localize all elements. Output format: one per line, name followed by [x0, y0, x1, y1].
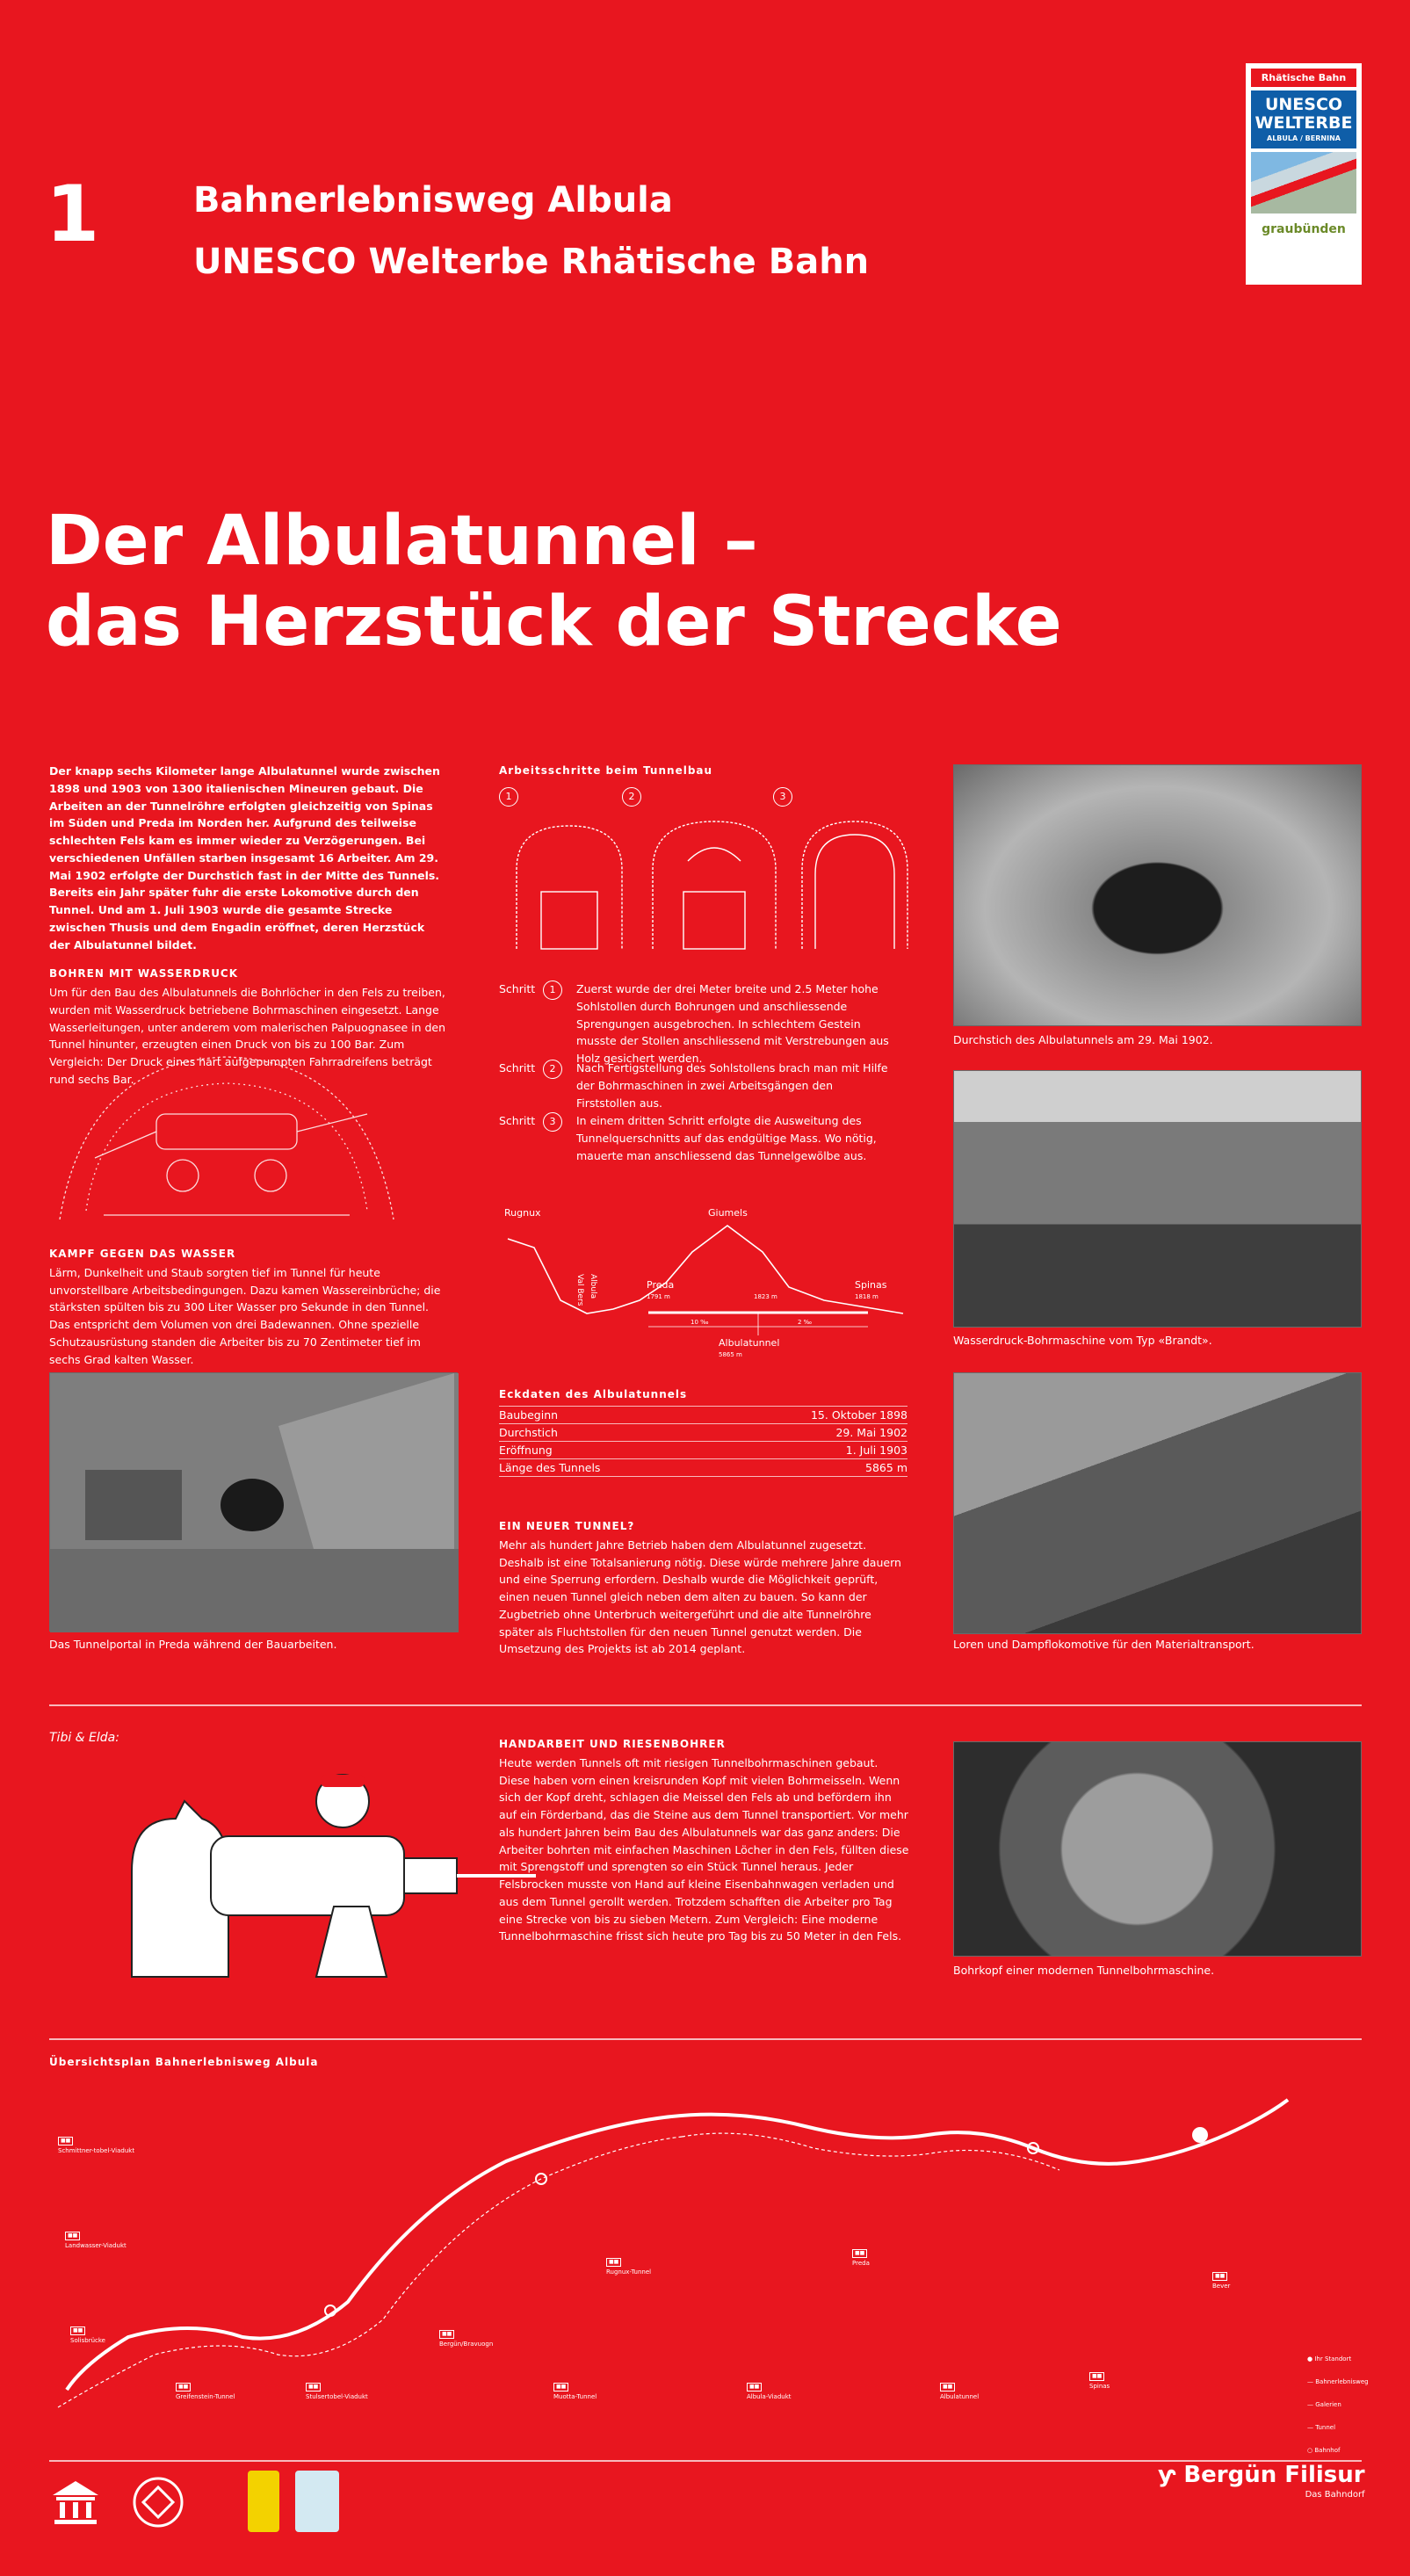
- legend-label: Ihr Standort: [1314, 2355, 1352, 2363]
- logo-welterbe: WELTERBE: [1255, 112, 1353, 133]
- profile-valbers: Val Bers: [575, 1274, 584, 1306]
- legend-label: Bahnerlebnisweg: [1315, 2378, 1369, 2385]
- step-2-label: Schritt: [499, 1061, 536, 1075]
- profile-grad-2: 2 ‰: [798, 1319, 813, 1326]
- profile-spinas: Spinas: [855, 1279, 887, 1291]
- hiking-logo: [248, 2471, 279, 2532]
- logo-unesco: UNESCO: [1264, 95, 1343, 114]
- map-label-text: Solisbrücke: [70, 2336, 105, 2344]
- eckdaten-heading: Eckdaten des Albulatunnels: [499, 1388, 688, 1400]
- table-row: [499, 1459, 907, 1477]
- map-label: ■■ Albulatunnel: [940, 2384, 980, 2400]
- overview-route-map: [49, 2073, 1305, 2425]
- profile-tunnel: Albulatunnel: [719, 1337, 780, 1349]
- map-label-text: Muotta-Tunnel: [553, 2392, 597, 2400]
- legend-label: Galerien: [1315, 2401, 1341, 2408]
- kids-label: Tibi & Elda:: [49, 1731, 119, 1745]
- map-label-text: Albula-Viadukt: [747, 2392, 792, 2400]
- map-label-text: Greifenstein-Tunnel: [176, 2392, 235, 2400]
- legend-item: — Galerien: [1307, 2401, 1341, 2408]
- map-label: ■■ Bergün/Bravuogn: [439, 2331, 494, 2348]
- map-label: ■■ Greifenstein-Tunnel: [176, 2384, 235, 2400]
- neuer-section: [499, 1518, 907, 1670]
- logo-landscape: [1251, 152, 1356, 213]
- photo-loren: [953, 1372, 1362, 1634]
- kampf-text: Lärm, Dunkelheit und Staub sorgten tief im Tunnel für heute unvorstellbare Arbeitsbedingungen. Dazu kamen Wassereinbrüche; die stärksten spülten bis zu 300 Liter Wasser pro Sekunde in den Tunnel. Das entspricht dem Volumen von drei Badewannen. Ohne spezielle Schutzausrüstung standen die Arbeiter bis zu 70 Zentimeter tief im sechs Grad kalten Wasser.: [49, 1265, 441, 1366]
- title-line-2: das Herzstück der Strecke: [46, 582, 1062, 662]
- map-legend: [1307, 2348, 1369, 2462]
- world-heritage-emblem-icon: [132, 2476, 184, 2529]
- photo-portal-drawing: [50, 1373, 459, 1632]
- map-label: ■■ Landwasser-Viadukt: [65, 2232, 127, 2249]
- handarbeit-text: Heute werden Tunnels oft mit riesigen Tunnelbohrmaschinen gebaut. Diese haben vorn einen kreisrunden Kopf mit vielen Bohrmeisseln. Wenn sich der Kopf dreht, schlagen die Meissel den Fels ab und befördern ihn auf ein Förderband, das die Steine aus dem Tunnel transportiert. Vor mehr als hundert Jahren beim Bau des Albulatunnels war das ganz anders: Die Arbeiter bohrten mit einfachen Maschinen Löcher in den Fels, füllten diese mit Sprengstoff und sprengten so ein Stück Tunnel heraus. Jeder Felsbrocken musste von Hand auf kleine Eisenbahnwagen verladen und aus dem Tunnel gerollt werden. Trotzdem schafften die Arbeiter pro Tag eine Strecke von bis zu sieben Metern. Zum Vergleich: Eine moderne Tunnelbohrmaschine frisst sich heute pro Tag bis zu 50 Meter in den Fels.: [499, 1755, 909, 1943]
- kids-cartoon-illustration: [79, 1766, 545, 1986]
- step-icon-1: 1: [499, 787, 518, 807]
- handarbeit-section: [499, 1736, 912, 1957]
- divider: [49, 2038, 1362, 2040]
- map-label: ■■ Schmittner-tobel-Viadukt: [58, 2138, 135, 2154]
- eckdaten-key: Durchstich: [499, 1424, 708, 1442]
- eckdaten-value: 15. Oktober 1898: [708, 1407, 907, 1424]
- logo-sub: ALBULA / BERNINA: [1267, 134, 1341, 142]
- eckdaten-key: Länge des Tunnels: [499, 1459, 708, 1477]
- profile-spinas-alt: 1818 m: [855, 1293, 879, 1300]
- step-3: [499, 1112, 903, 1165]
- photo-tunnel-portal-preda: [49, 1372, 458, 1632]
- brand-tagline: Das Bahndorf: [1305, 2490, 1365, 2500]
- profile-preda-alt: 1791 m: [647, 1293, 670, 1300]
- station-number: 1: [46, 169, 100, 259]
- eia-logo: [295, 2471, 339, 2532]
- photo-bohrkopf: [953, 1741, 1362, 1957]
- profile-grad-1: 10 ‰: [691, 1319, 709, 1326]
- map-label: ■■ Solisbrücke: [70, 2327, 105, 2344]
- map-label-text: Preda: [852, 2259, 870, 2267]
- handarbeit-heading: HANDARBEIT UND RIESENBOHRER: [499, 1738, 726, 1750]
- logo-unesco-block: [1251, 90, 1356, 148]
- map-label-text: Landwasser-Viadukt: [65, 2241, 127, 2249]
- unesco-rhb-logo: [1246, 63, 1362, 285]
- neuer-heading: EIN NEUER TUNNEL?: [499, 1520, 635, 1532]
- caption-bohrkopf: Bohrkopf einer modernen Tunnelbohrmaschine.: [953, 1964, 1215, 1977]
- kampf-section: [49, 1246, 449, 1380]
- bergun-filisur-brand: [1158, 2462, 1365, 2500]
- drill-sketch-illustration: [51, 1044, 402, 1233]
- header-line-2: UNESCO Welterbe Rhätische Bahn: [193, 242, 870, 282]
- map-label: ■■ Spinas: [1089, 2373, 1110, 2390]
- legend-item: — Bahnerlebnisweg: [1307, 2378, 1369, 2385]
- step-2: [499, 1060, 903, 1110]
- brand-name: Bergün Filisur: [1183, 2462, 1365, 2488]
- intro-text: Der knapp sechs Kilometer lange Albulatunnel wurde zwischen 1898 und 1903 von 1300 italienischen Mineuren gebaut. Die Arbeiten an der Tunnelröhre erfolgten gleichzeitig von Spinas im Süden und Preda im Norden her. Aufgrund des teilweise schlechten Fels kam es immer wieder zu Verzögerungen. Bei verschiedenen Unfällen starben insgesamt 16 Arbeiter. Am 29. Mai 1902 erfolgte der Durchstich fast in der Mitte des Tunnels. Bereits ein Jahr später fuhr die erste Lokomotive durch den Tunnel. Und am 1. Juli 1903 wurde die gesamte Strecke zwischen Thusis und dem Engadin eröffnet, deren Herzstück der Albulatunnel bildet.: [49, 764, 440, 952]
- kampf-heading: KAMPF GEGEN DAS WASSER: [49, 1248, 236, 1260]
- map-label: ■■ Muotta-Tunnel: [553, 2384, 597, 2400]
- header-line-1: Bahnerlebnisweg Albula: [193, 180, 673, 221]
- legend-item: — Tunnel: [1307, 2424, 1336, 2431]
- profile-giumels: Giumels: [708, 1207, 748, 1219]
- map-label-text: Rugnux-Tunnel: [606, 2268, 652, 2276]
- step-3-num: 3: [543, 1112, 562, 1132]
- rail-swoosh-icon: ƴ: [1158, 2462, 1176, 2488]
- step-3-text: In einem dritten Schritt erfolgte die Ausweitung des Tunnelquerschnitts auf das endgültige Mass. Wo nötig, mauerte man anschliessend das Tunnelgewölbe aus.: [576, 1114, 877, 1162]
- unesco-temple-icon: [49, 2476, 102, 2529]
- legend-item: ● Ihr Standort: [1307, 2355, 1352, 2363]
- map-label: ■■ Rugnux-Tunnel: [606, 2259, 652, 2276]
- step-icon-2: 2: [622, 787, 641, 807]
- legend-item: ○ Bahnhof: [1307, 2447, 1341, 2454]
- map-label-text: Stulsertobel-Viadukt: [306, 2392, 368, 2400]
- profile-middle-alt: 1823 m: [754, 1293, 777, 1300]
- map-label-text: Albulatunnel: [940, 2392, 980, 2400]
- bohren-heading: BOHREN MIT WASSERDRUCK: [49, 967, 239, 980]
- neuer-text: Mehr als hundert Jahre Betrieb haben dem Albulatunnel zugesetzt. Deshalb ist eine Totalsanierung nötig. Diese würde mehrere Jahre dauern und eine Sperrung erfordern. Deshalb wurde die Möglichkeit geprüft, einen neuen Tunnel gleich neben dem alten zu bauen. So kann der Zugbetrieb ohne Unterbruch weitergeführt und die alte Tunnelröhre später als Fluchtstollen für den neuen Tunnel genutzt werden. Die Umsetzung des Projekts ist ab 2014 geplant.: [499, 1538, 901, 1656]
- map-label-text: Bergün/Bravuogn: [439, 2340, 494, 2348]
- caption-portal: Das Tunnelportal in Preda während der Bauarbeiten.: [49, 1638, 337, 1651]
- table-row: [499, 1442, 907, 1459]
- divider: [49, 1704, 1362, 1706]
- tunnel-section-sketches: [499, 808, 912, 958]
- eckdaten-value: 5865 m: [708, 1459, 907, 1477]
- table-row: [499, 1407, 907, 1424]
- caption-loren: Loren und Dampflokomotive für den Materialtransport.: [953, 1638, 1255, 1651]
- step-1-text: Zuerst wurde der drei Meter breite und 2.5 Meter hohe Sohlstollen durch Bohrungen und anschliessende Sprengungen ausgebrochen. In schlechtem Gestein musste der Stollen anschliessend mit Verstrebungen aus Holz gesichert werden.: [576, 982, 889, 1065]
- map-label: ■■ Preda: [852, 2250, 870, 2267]
- step-icon-3: 3: [773, 787, 792, 807]
- step-2-num: 2: [543, 1060, 562, 1079]
- step-1-label: Schritt: [499, 982, 536, 995]
- photo-bohrmaschine: [953, 1070, 1362, 1328]
- profile-preda: Preda: [647, 1279, 675, 1291]
- step-1: [499, 980, 903, 1065]
- map-label: ■■ Stulsertobel-Viadukt: [306, 2384, 368, 2400]
- elevation-profile: [499, 1204, 912, 1362]
- overview-heading: Übersichtsplan Bahnerlebnisweg Albula: [49, 2056, 319, 2068]
- title-line-1: Der Albulatunnel –: [46, 502, 758, 581]
- caption-durchstich: Durchstich des Albulatunnels am 29. Mai 1902.: [953, 1033, 1213, 1046]
- table-row: [499, 1424, 907, 1442]
- map-label-text: Spinas: [1089, 2382, 1110, 2390]
- map-label-text: Schmittner-tobel-Viadukt: [58, 2146, 135, 2154]
- map-label-text: Bever: [1212, 2282, 1231, 2290]
- legend-label: Bahnhof: [1314, 2447, 1341, 2454]
- photo-durchstich: [953, 764, 1362, 1026]
- eckdaten-value: 1. Juli 1903: [708, 1442, 907, 1459]
- profile-tunnel-len: 5865 m: [719, 1351, 742, 1358]
- map-label: ■■ Albula-Viadukt: [747, 2384, 792, 2400]
- eckdaten-value: 29. Mai 1902: [708, 1424, 907, 1442]
- legend-label: Tunnel: [1315, 2424, 1336, 2431]
- you-are-here-marker: [1192, 2127, 1208, 2143]
- map-label: ■■ Bever: [1212, 2273, 1231, 2290]
- eckdaten-key: Baubeginn: [499, 1407, 708, 1424]
- bohren-text: Um für den Bau des Albulatunnels die Bohrlöcher in den Fels zu treiben, wurden mit Wasserdruck betriebene Bohrmaschinen eingesetzt. Lange Wasserleitungen, unter anderem vom malerischen Palpuognasee in den Tunnel hinunter, erzeugten einen Druck von bis zu 100 Bar. Zum Vergleich: Der Druck eines hart aufgepumpten Fahrradreifens beträgt rund sechs Bar.: [49, 986, 446, 1086]
- logo-region: graubünden: [1262, 221, 1346, 236]
- profile-rugnux: Rugnux: [504, 1207, 541, 1219]
- profile-albula: Albula: [589, 1274, 597, 1299]
- step-2-text: Nach Fertigstellung des Sohlstollens brach man mit Hilfe der Bohrmaschinen in zwei Arbeitsgängen den Firststollen aus.: [576, 1061, 888, 1110]
- caption-bohrmaschine: Wasserdruck-Bohrmaschine vom Typ «Brandt».: [953, 1334, 1212, 1347]
- logo-rb: Rhätische Bahn: [1251, 69, 1356, 87]
- eckdaten-table: [499, 1406, 907, 1477]
- page-title: [46, 501, 1188, 662]
- eckdaten-key: Eröffnung: [499, 1442, 708, 1459]
- step-3-label: Schritt: [499, 1114, 536, 1127]
- step-1-num: 1: [543, 980, 562, 1000]
- steps-heading: Arbeitsschritte beim Tunnelbau: [499, 764, 713, 777]
